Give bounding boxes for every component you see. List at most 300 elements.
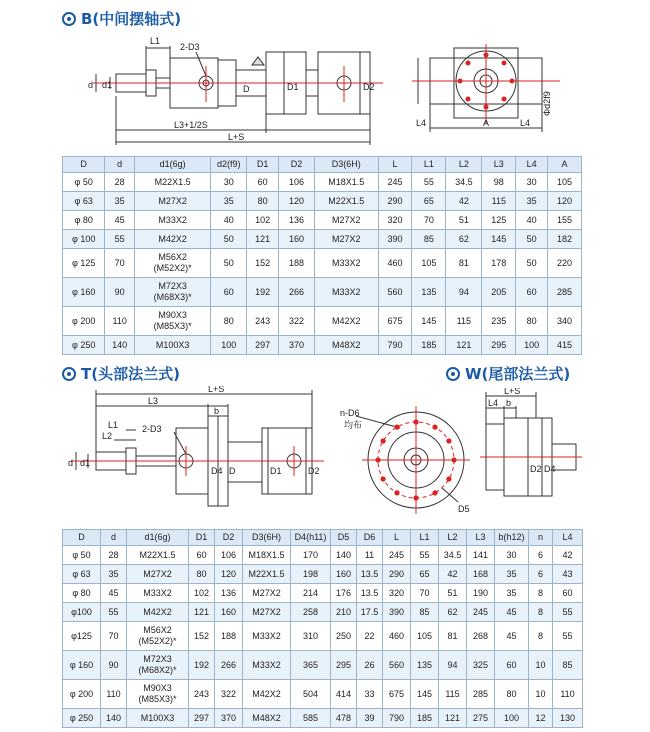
section-w-flange-drawing [338,406,478,516]
table-tw-cell: 268 [467,622,495,651]
table-tw-cell: M27X2 [243,603,291,622]
table-tw-cell: 60 [495,651,529,680]
table-b-cell: φ 63 [63,192,105,211]
table-tw-cell: 168 [467,565,495,584]
table-b-cell: 145 [482,230,516,249]
table-tw-cell: 414 [331,680,357,709]
table-tw-cell: 11 [357,546,383,565]
table-tw-cell: 8 [529,584,553,603]
table-tw-cell: 45 [495,603,529,622]
label-D2: D2 [363,82,375,92]
table-tw-cell: φ 160 [63,651,101,680]
section-t-title [62,363,180,384]
table-b-header-cell: L3 [482,157,516,173]
table-b-cell: M27X2 [315,230,379,249]
table-b-cell: 295 [482,336,516,355]
table-tw-cell: 26 [357,651,383,680]
table-b-cell: 121 [247,230,279,249]
table-tw-header-cell: D [63,530,101,546]
table-tw-cell: 310 [291,622,331,651]
table-b-cell: 160 [279,230,315,249]
table-b-cell: M100X3 [135,336,211,355]
bullet-icon [62,12,76,26]
table-tw-cell: 6 [529,565,553,584]
table-tw-cell: 39 [357,709,383,728]
table-tw-cell: 210 [331,603,357,622]
table-b-cell: 390 [378,230,412,249]
table-b-header-cell: A [548,157,582,173]
table-tw-cell: M48X2 [243,709,291,728]
label-D2: D2 [530,464,542,474]
bolt-hole [432,490,437,495]
table-tw-cell: M18X1.5 [243,546,291,565]
table-tw-header-cell: n [529,530,553,546]
table-tw-cell: 8 [529,603,553,622]
table-b-cell: M27X2 [135,192,211,211]
table-tw-cell: 55 [101,603,127,622]
table-b-cell: 220 [548,249,582,278]
table-b-cell: 40 [211,211,247,230]
table-b-cell: 120 [548,192,582,211]
table-tw-cell: 110 [101,680,127,709]
table-tw-cell: 6 [529,546,553,565]
table-tw-row [63,709,583,728]
table-tw-header-cell: L1 [411,530,439,546]
table-b-cell: 110 [105,307,135,336]
table-tw-cell: 43 [553,565,583,584]
label-d1: d1 [80,458,91,468]
table-b-cell: 100 [516,336,548,355]
table-b-row [63,211,582,230]
table-tw-cell: 188 [215,622,243,651]
section-b-end-drawing [412,44,560,140]
table-tw-cell: 365 [291,651,331,680]
table-b-cell: 60 [211,278,247,307]
table-b-cell: 30 [211,173,247,192]
table-tw-cell: 170 [291,546,331,565]
table-tw-cell: M33X2 [243,622,291,651]
table-tw-cell: 135 [411,651,439,680]
table-tw-header-cell: d [101,530,127,546]
table-b-cell: 102 [247,211,279,230]
table-tw-header-cell: L3 [467,530,495,546]
table-b-cell: 50 [211,249,247,278]
label-L-plus-S: L+S [228,132,245,142]
table-b-cell: M72X3 (M68X3)* [135,278,211,307]
table-b-cell: 152 [247,249,279,278]
table-b-cell: 188 [279,249,315,278]
table-b-cell: φ 250 [63,336,105,355]
table-b-cell: 185 [412,336,446,355]
table-tw-cell: 120 [215,565,243,584]
table-b-cell: 245 [378,173,412,192]
table-tw-cell: M42X2 [243,680,291,709]
table-b-cell: M33X2 [135,211,211,230]
table-b-cell: 80 [211,307,247,336]
table-b-cell: 460 [378,249,412,278]
label-d1: d1 [102,80,113,90]
section-t-title-text: T(头部法兰式) [81,365,180,383]
table-tw-cell: 140 [101,709,127,728]
label-even: 均布 [344,420,363,430]
table-tw-cell: 35 [495,565,529,584]
table-tw-cell: 325 [467,651,495,680]
table-tw-cell: φ 80 [63,584,101,603]
table-b-row [63,173,582,192]
table-b-header-cell: D1 [247,157,279,173]
table-b-cell: 155 [548,211,582,230]
label-L-plus-S: L+S [208,386,225,394]
table-b-header-cell: L2 [446,157,482,173]
table-tw-cell: M90X3 (M85X3)* [127,680,189,709]
table-b-cell: M42X2 [315,307,379,336]
table-tw-cell: 192 [189,651,215,680]
section-b-title [62,8,181,29]
table-tw-cell: 198 [291,565,331,584]
table-b-cell: φ 200 [63,307,105,336]
table-tw-cell: 250 [331,622,357,651]
table-tw-header-cell: d1(6g) [127,530,189,546]
table-b-cell: 62 [446,230,482,249]
table-b-cell: 81 [446,249,482,278]
table-tw-cell: 90 [101,651,127,680]
label-D1: D1 [270,466,282,476]
table-tw-cell: 12 [529,709,553,728]
table-b [62,156,582,355]
table-b-cell: M56X2 (M52X2)* [135,249,211,278]
table-tw-cell: 245 [467,603,495,622]
table-tw-cell: M100X3 [127,709,189,728]
table-tw-header-cell: L [383,530,411,546]
label-d: d [68,458,74,468]
table-tw-cell: 140 [331,546,357,565]
table-tw-cell: 297 [189,709,215,728]
table-tw-cell: M56X2 (M52X2)* [127,622,189,651]
table-b-cell: 205 [482,278,516,307]
table-b-cell: 105 [548,173,582,192]
table-b-cell: 340 [548,307,582,336]
table-tw-cell: 121 [189,603,215,622]
table-b-cell: 790 [378,336,412,355]
table-tw-cell: 176 [331,584,357,603]
table-tw-cell: 70 [411,584,439,603]
table-b-row [63,192,582,211]
table-b-cell: 105 [412,249,446,278]
table-tw-cell: 35 [495,584,529,603]
section-b-side-drawing [88,30,388,152]
label-phi-d2: Φd2f9 [542,91,552,116]
table-tw-cell: 145 [411,680,439,709]
table-tw-cell: 10 [529,680,553,709]
table-tw-row [63,584,583,603]
table-b-cell: 290 [378,192,412,211]
table-tw-cell: 160 [215,603,243,622]
table-b-cell: 94 [446,278,482,307]
table-b-cell: M22X1.5 [135,173,211,192]
table-tw-row [63,622,583,651]
table-b-header-cell: d2(f9) [211,157,247,173]
label-n-D6: n-D6 [340,408,360,418]
table-tw-cell: M33X2 [243,651,291,680]
table-tw-cell: 141 [467,546,495,565]
table-tw-cell: 30 [495,546,529,565]
table-b-row [63,278,582,307]
table-b-cell: 35 [516,192,548,211]
section-w-title-text: W(尾部法兰式) [465,365,571,383]
table-tw-cell: 85 [411,603,439,622]
table-tw-cell: 22 [357,622,383,651]
table-tw-cell: 10 [529,651,553,680]
table-tw-cell: 85 [553,651,583,680]
table-tw-row [63,651,583,680]
label-D: D [229,466,236,476]
table-tw-cell: 13.5 [357,565,383,584]
table-tw-cell: 295 [331,651,357,680]
table-b-header-cell: D2 [279,157,315,173]
section-b-title-text: B(中间摆轴式) [81,10,182,28]
label-L4: L4 [416,118,427,128]
table-tw-cell: 8 [529,622,553,651]
table-tw-cell: 33 [357,680,383,709]
table-tw-cell: 60 [189,546,215,565]
label-2-D3: 2-D3 [180,42,200,52]
table-b-cell: φ 50 [63,173,105,192]
table-b-header-cell: D [63,157,105,173]
bolt-hole [381,438,386,443]
table-b-cell: 70 [105,249,135,278]
table-tw-cell: 121 [439,709,467,728]
table-tw-cell: 45 [101,584,127,603]
table-tw-cell: 266 [215,651,243,680]
table-b-cell: 55 [412,173,446,192]
table-tw-cell: 94 [439,651,467,680]
table-b-cell: φ 80 [63,211,105,230]
table-tw-cell: 243 [189,680,215,709]
table-tw-cell: 214 [291,584,331,603]
table-b-cell: 85 [412,230,446,249]
table-b-cell: 182 [548,230,582,249]
table-b-cell: 50 [211,230,247,249]
table-tw-cell: M22X1.5 [243,565,291,584]
table-tw-header-cell: L2 [439,530,467,546]
table-b-cell: 121 [446,336,482,355]
table-tw-cell: 42 [439,565,467,584]
table-tw-cell: 675 [383,680,411,709]
table-b-cell: 28 [105,173,135,192]
table-tw-cell: M33X2 [127,584,189,603]
table-b-row [63,249,582,278]
label-L-plus-S: L+S [504,388,521,396]
table-b-header-cell: d [105,157,135,173]
table-tw-cell: 100 [495,709,529,728]
table-tw-header-cell: D4(h11) [291,530,331,546]
table-tw [62,529,583,728]
table-tw-header-cell: D3(6H) [243,530,291,546]
table-b-cell: 115 [446,307,482,336]
table-tw-header-cell: D2 [215,530,243,546]
table-tw-cell: 130 [553,709,583,728]
table-tw-cell: 42 [553,546,583,565]
table-tw-cell: φ 200 [63,680,101,709]
table-tw-cell: φ 250 [63,709,101,728]
table-tw-cell: 106 [215,546,243,565]
table-tw-cell: 185 [411,709,439,728]
table-b-cell: 192 [247,278,279,307]
label-b: b [214,406,220,416]
table-tw-cell: 70 [101,622,127,651]
table-tw-row [63,546,583,565]
label-D: D [243,84,250,94]
table-tw-cell: 258 [291,603,331,622]
label-L4-right: L4 [520,118,531,128]
table-tw-cell: 65 [411,565,439,584]
table-b-cell: M90X3 (M85X3)* [135,307,211,336]
table-tw-row [63,680,583,709]
table-b-cell: 106 [279,173,315,192]
table-b-cell: 98 [482,173,516,192]
table-tw-cell: 80 [495,680,529,709]
table-b-cell: M27X2 [315,211,379,230]
table-tw-cell: 370 [215,709,243,728]
table-b-cell: 80 [247,192,279,211]
table-tw-cell: 17.5 [357,603,383,622]
label-D4: D4 [544,464,556,474]
label-D4: D4 [211,466,223,476]
table-tw-cell: 322 [215,680,243,709]
table-tw-cell: 34.5 [439,546,467,565]
table-b-cell: 320 [378,211,412,230]
table-tw-row [63,603,583,622]
table-b-cell: 140 [105,336,135,355]
table-tw-cell: 390 [383,603,411,622]
table-b-header-cell: d1(6g) [135,157,211,173]
table-b-header-cell: L4 [516,157,548,173]
table-tw-cell: 55 [411,546,439,565]
bullet-icon [446,367,460,381]
table-tw-cell: M27X2 [243,584,291,603]
table-tw-cell: φ 50 [63,546,101,565]
label-D2: D2 [308,466,320,476]
table-tw-cell: 136 [215,584,243,603]
table-tw-cell: M22X1.5 [127,546,189,565]
table-b-cell: 297 [247,336,279,355]
table-b-cell: 60 [516,278,548,307]
table-b-cell: 60 [247,173,279,192]
label-L2: L2 [102,431,113,441]
section-w-title [446,363,570,384]
table-tw-cell: 275 [467,709,495,728]
table-b-cell: M22X1.5 [315,192,379,211]
table-b-cell: 55 [105,230,135,249]
table-tw-header-cell: D1 [189,530,215,546]
table-tw-cell: 320 [383,584,411,603]
table-tw-cell: 55 [553,622,583,651]
table-tw-cell: 81 [439,622,467,651]
table-b-cell: 51 [446,211,482,230]
table-b-cell: φ 100 [63,230,105,249]
table-b-cell: 178 [482,249,516,278]
table-tw-cell: φ125 [63,622,101,651]
table-b-cell: 145 [412,307,446,336]
label-b: b [506,398,512,408]
table-tw-cell: 60 [553,584,583,603]
table-b-cell: 100 [211,336,247,355]
table-tw-cell: 115 [439,680,467,709]
table-b-cell: 136 [279,211,315,230]
table-b-header-row [63,157,582,173]
table-tw-cell: 285 [467,680,495,709]
table-tw-header-cell: L4 [553,530,583,546]
table-tw-cell: 62 [439,603,467,622]
table-tw-cell: 28 [101,546,127,565]
label-L1: L1 [150,36,161,46]
table-b-cell: M33X2 [315,278,379,307]
table-tw-cell: 80 [189,565,215,584]
table-tw-cell: 478 [331,709,357,728]
table-b-cell: 65 [412,192,446,211]
table-tw-cell: φ100 [63,603,101,622]
table-tw-cell: 45 [495,622,529,651]
label-L3: L3 [148,396,159,406]
table-tw-cell: 560 [383,651,411,680]
table-tw-cell: 51 [439,584,467,603]
label-L4: L4 [488,398,499,408]
table-tw-header-cell: D6 [357,530,383,546]
table-tw-cell: 110 [553,680,583,709]
table-b-cell: M42X2 [135,230,211,249]
table-b-cell: 90 [105,278,135,307]
table-b-cell: 120 [279,192,315,211]
table-tw-cell: 504 [291,680,331,709]
table-b-cell: 40 [516,211,548,230]
table-b-cell: 285 [548,278,582,307]
table-b-row [63,307,582,336]
table-tw-cell: M72X3 (M68X2)* [127,651,189,680]
table-b-cell: 50 [516,249,548,278]
table-b-cell: 125 [482,211,516,230]
label-L1: L1 [108,420,119,430]
table-tw-cell: 152 [189,622,215,651]
table-b-cell: M33X2 [315,249,379,278]
table-tw-cell: 35 [101,565,127,584]
table-b-cell: φ 160 [63,278,105,307]
table-b-cell: 35 [105,192,135,211]
section-t-side-drawing [66,386,328,514]
table-b-cell: M18X1.5 [315,173,379,192]
table-tw-cell: 245 [383,546,411,565]
table-b-cell: 115 [482,192,516,211]
table-tw-cell: 55 [553,603,583,622]
table-tw-cell: 790 [383,709,411,728]
label-D1: D1 [287,82,299,92]
table-tw-cell: 13.5 [357,584,383,603]
table-b-header-cell: D3(6H) [315,157,379,173]
table-tw-cell: 290 [383,565,411,584]
table-tw-cell: 105 [411,622,439,651]
table-b-row [63,336,582,355]
table-b-cell: 34.5 [446,173,482,192]
table-b-header-cell: L [378,157,412,173]
label-2-D3: 2-D3 [142,424,162,434]
table-b-cell: 415 [548,336,582,355]
label-d: d [88,80,94,90]
table-tw-row [63,565,583,584]
table-tw-cell: 102 [189,584,215,603]
table-b-cell: 80 [516,307,548,336]
table-b-cell: 235 [482,307,516,336]
table-b-cell: 50 [516,230,548,249]
bolt-hole [394,425,399,430]
